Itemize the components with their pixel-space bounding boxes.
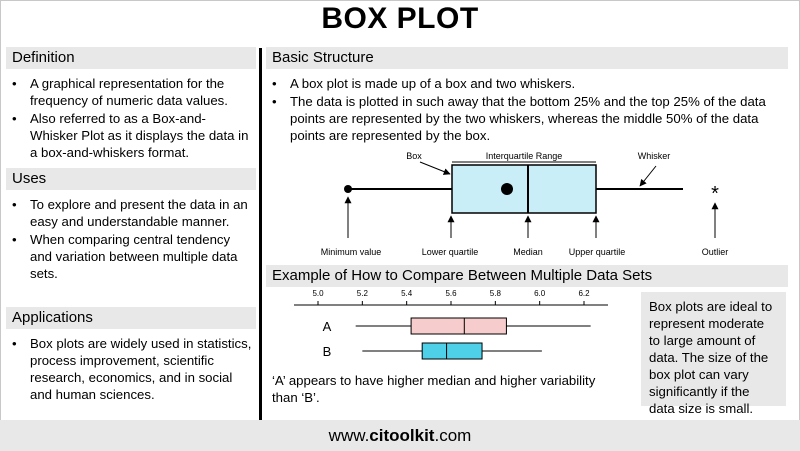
iqr-label: Interquartile Range — [485, 151, 563, 161]
applications-bullet: • Box plots are widely used in statistics, process improvement, scientific research, economics, and in social and human sciences. — [6, 335, 252, 403]
upper-quartile-label: Upper quartile — [568, 247, 626, 257]
note-box: Box plots are ideal to represent moderate to large amount of data. The size of the box plot can vary significantly if the data size is small. — [641, 292, 786, 406]
axis-tick-label: 5.4 — [401, 289, 413, 298]
median-label: Median — [513, 247, 543, 257]
comparison-chart — [294, 289, 608, 359]
page-title: BOX PLOT — [321, 2, 479, 35]
axis-tick-label: 5.6 — [445, 289, 457, 298]
footer-prefix: www. — [328, 426, 370, 445]
uses-bullet: • To explore and present the data in an easy and understandable manner. — [6, 196, 252, 230]
series-label: B — [322, 344, 332, 359]
comparison-heading: Example of How to Compare Between Multiple Data Sets — [266, 265, 788, 287]
axis-tick-label: 6.2 — [578, 289, 590, 298]
minimum-point — [344, 185, 352, 193]
structure-bullet: • The data is plotted in such away that the bottom 25% and the top 25% of the data points are represented by the two whiskers, whereas the middle 50% of the data points are represented by the box. — [266, 93, 786, 144]
minimum-label: Minimum value — [320, 247, 382, 257]
axis-tick-label: 6.0 — [534, 289, 546, 298]
mean-dot — [501, 183, 513, 195]
box-arrow — [420, 162, 450, 174]
outlier-symbol: * — [711, 183, 719, 205]
applications-heading: Applications — [6, 307, 256, 329]
uses-bullet: • When comparing central tendency and variation between multiple data sets. — [6, 231, 252, 282]
outlier-label: Outlier — [701, 247, 729, 257]
footer — [0, 420, 800, 451]
structure-box — [452, 165, 596, 213]
axis-tick-label: 5.0 — [312, 289, 324, 298]
definition-bullet: • A graphical representation for the frequency of numeric data values. — [6, 75, 252, 109]
uses-heading: Uses — [6, 168, 256, 190]
definition-bullet: • Also referred to as a Box-and-Whisker Plot as it displays the data in a box-and-whiskers format. — [6, 110, 252, 161]
footer-suffix: .com — [434, 426, 472, 445]
box-label: Box — [406, 151, 422, 161]
axis-tick-label: 5.8 — [489, 289, 501, 298]
series-box — [411, 318, 506, 334]
lower-quartile-label: Lower quartile — [421, 247, 479, 257]
whisker-arrow — [640, 166, 656, 186]
structure-bullet: • A box plot is made up of a box and two whiskers. — [266, 75, 786, 92]
series-label: A — [322, 319, 332, 334]
footer-brand: citoolkit — [369, 426, 435, 445]
axis-tick-label: 5.2 — [356, 289, 368, 298]
series-box — [422, 343, 482, 359]
definition-heading: Definition — [6, 47, 256, 69]
comparison-caption: ‘A’ appears to have higher median and higher variability than ‘B’. — [272, 373, 596, 405]
whisker-label: Whisker — [637, 151, 671, 161]
basic-structure-heading: Basic Structure — [266, 47, 788, 69]
